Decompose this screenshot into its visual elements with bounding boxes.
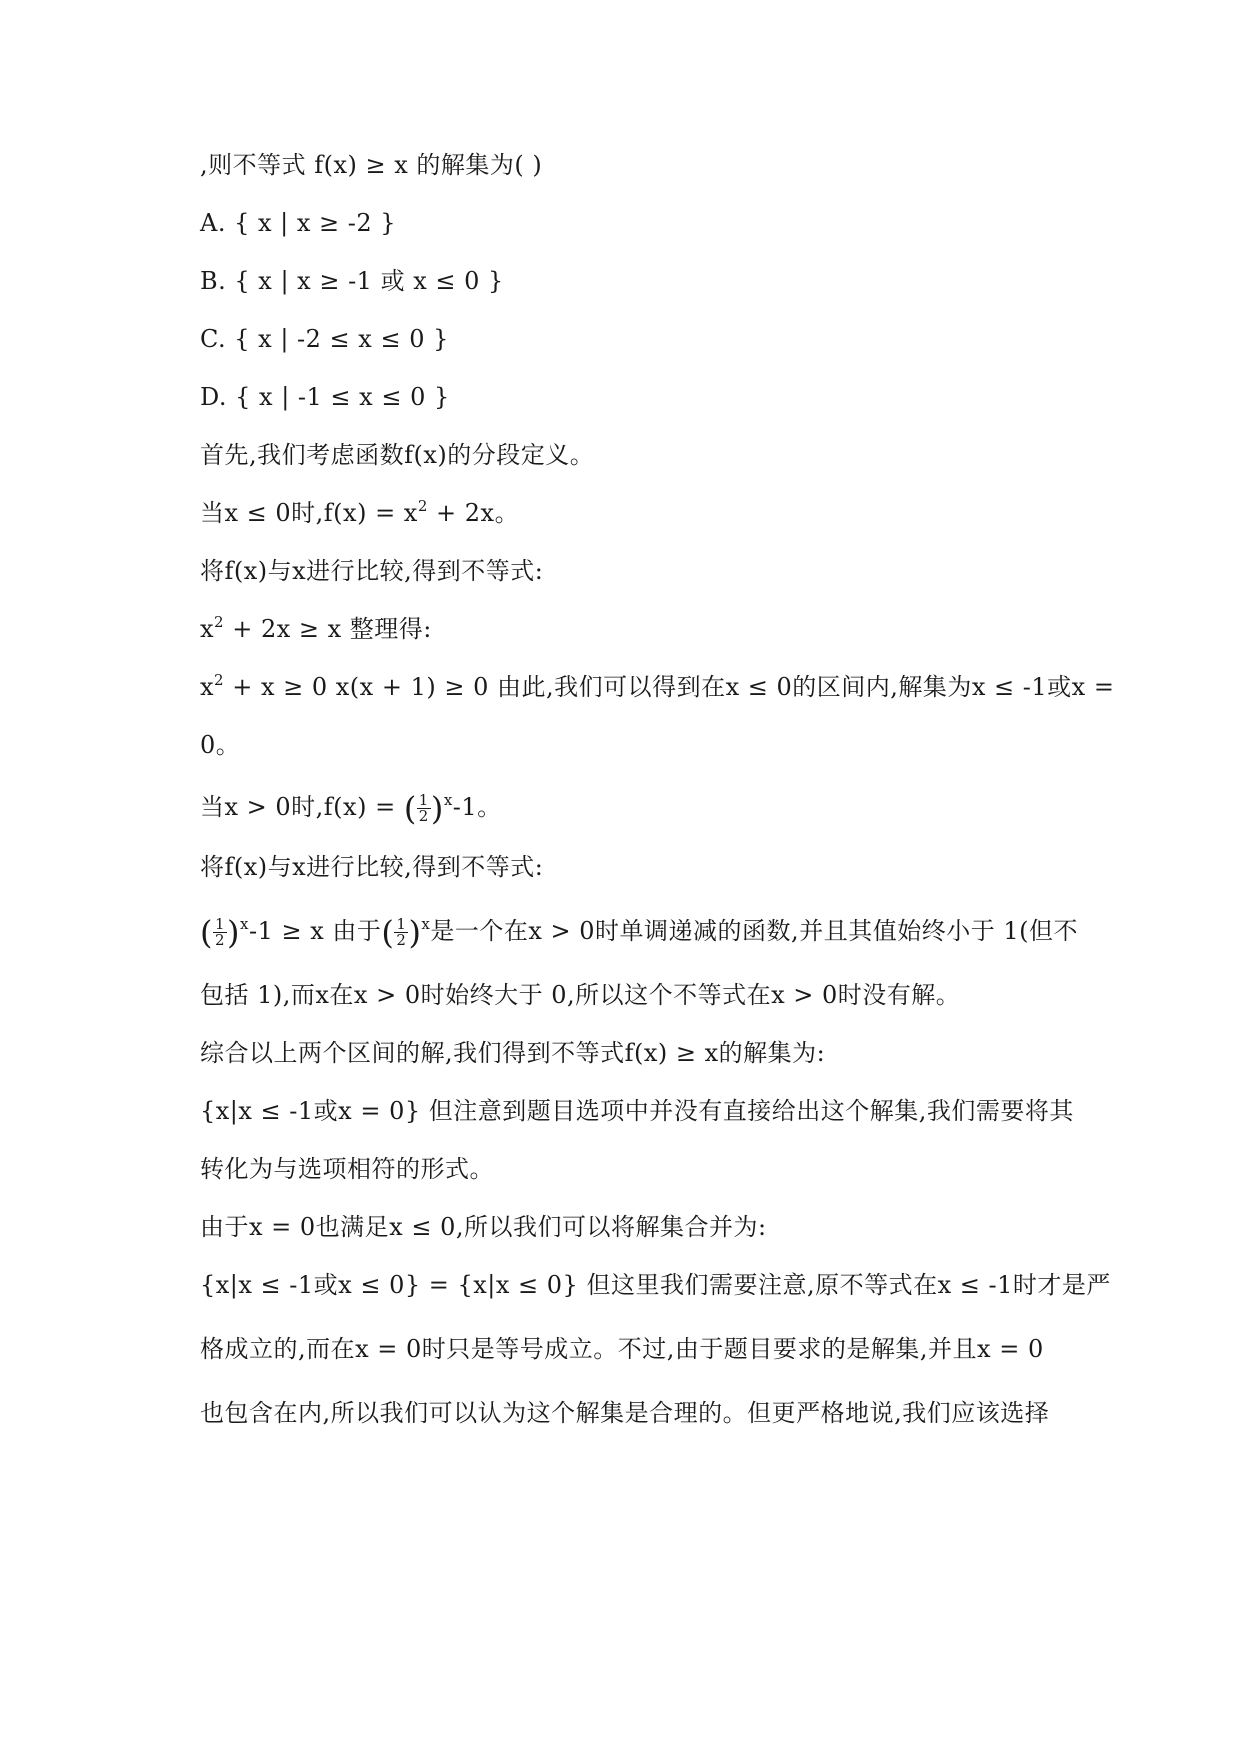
solution-line — [200, 498, 1080, 528]
option-b: B. { x | x ≥ -1 或 x ≤ 0 } — [200, 267, 504, 295]
text-segment: x — [200, 673, 215, 701]
solution-line — [200, 789, 1080, 828]
paren-open: ( — [381, 913, 395, 952]
solution-line: 首先,我们考虑函数f(x)的分段定义。 — [200, 441, 595, 469]
fraction-denominator: 2 — [396, 931, 407, 949]
text-segment: x — [200, 615, 215, 643]
solution-line: 也包含在内,所以我们可以认为这个解集是合理的。但更严格地说,我们应该选择 — [200, 1399, 1050, 1427]
solution-line — [200, 614, 1080, 644]
paren-open: ( — [403, 789, 417, 828]
solution-line: 将f(x)与x进行比较,得到不等式: — [200, 853, 544, 881]
exponent: 2 — [214, 671, 225, 689]
fraction-denominator: 2 — [418, 807, 429, 825]
exponent: 2 — [417, 497, 428, 515]
solution-line: {x|x ≤ -1或x = 0} 但注意到题目选项中并没有直接给出这个解集,我们需要将其 — [200, 1097, 1074, 1125]
text-segment: + 2x ≥ x 整理得: — [224, 615, 432, 643]
exponent: x — [421, 915, 431, 933]
text-segment: 是一个在x > 0时单调递减的函数,并且其值始终小于 1(但不 — [430, 917, 1078, 945]
fraction — [213, 917, 227, 948]
fraction-denominator: 2 — [214, 931, 226, 949]
solution-line — [200, 913, 1080, 952]
solution-line: 由于x = 0也满足x ≤ 0,所以我们可以将解集合并为: — [200, 1213, 767, 1241]
solution-line: 转化为与选项相符的形式。 — [200, 1155, 494, 1183]
text-segment: + x ≥ 0 x(x + 1) ≥ 0 由此,我们可以得到在x ≤ 0的区间内,解集为x ≤ -1或x = — [224, 673, 1115, 701]
exponent: x — [240, 915, 249, 933]
solution-line: 将f(x)与x进行比较,得到不等式: — [200, 557, 544, 585]
fraction — [394, 917, 408, 948]
paren-open: ( — [200, 913, 213, 952]
fraction-numerator: 1 — [396, 915, 407, 933]
question-stem: ,则不等式 f(x) ≥ x 的解集为( ) — [200, 151, 543, 179]
solution-line: {x|x ≤ -1或x ≤ 0} = {x|x ≤ 0} 但这里我们需要注意,原不等式在x ≤ -1时才是严 — [200, 1271, 1111, 1299]
exponent: 2 — [214, 613, 225, 631]
option-c: C. { x | -2 ≤ x ≤ 0 } — [200, 325, 449, 353]
paren-close: ) — [430, 789, 444, 828]
fraction-numerator: 1 — [214, 915, 226, 933]
text-segment: -1。 — [452, 793, 502, 821]
solution-line: 包括 1),而x在x > 0时始终大于 0,所以这个不等式在x > 0时没有解。 — [200, 981, 961, 1009]
text-segment: -1 ≥ x 由于 — [248, 917, 382, 945]
fraction-numerator: 1 — [418, 791, 429, 809]
paren-close: ) — [227, 913, 241, 952]
fraction — [417, 793, 431, 824]
text-segment: 当x ≤ 0时,f(x) = x — [200, 499, 418, 527]
exponent: x — [443, 791, 453, 809]
text-segment: + 2x。 — [427, 499, 520, 527]
solution-line: 综合以上两个区间的解,我们得到不等式f(x) ≥ x的解集为: — [200, 1039, 826, 1067]
option-d: D. { x | -1 ≤ x ≤ 0 } — [200, 383, 450, 411]
option-a: A. { x | x ≥ -2 } — [200, 209, 397, 237]
solution-line: 格成立的,而在x = 0时只是等号成立。不过,由于题目要求的是解集,并且x = 0 — [200, 1335, 1044, 1363]
text-segment: 当x > 0时,f(x) = — [200, 793, 404, 821]
solution-line — [200, 671, 1115, 702]
paren-close: ) — [408, 913, 422, 952]
solution-line: 0。 — [200, 731, 241, 759]
